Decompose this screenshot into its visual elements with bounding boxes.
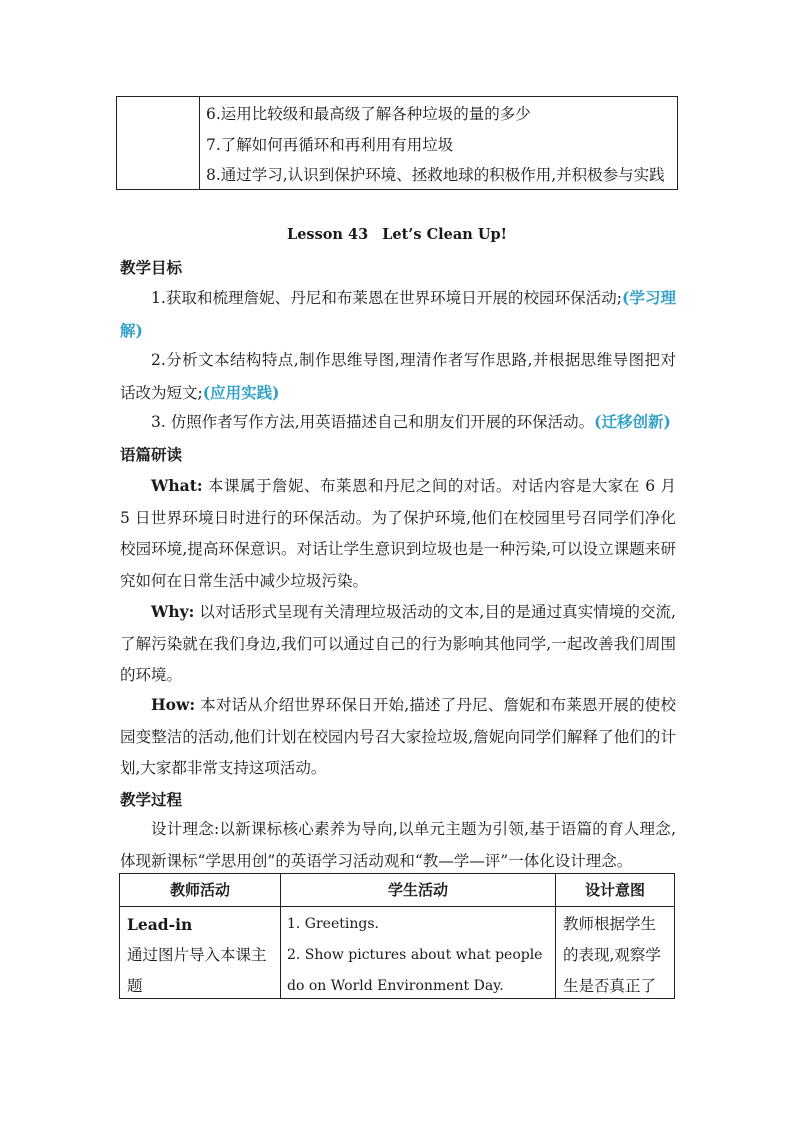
student-cell — [281, 907, 556, 999]
objective-tag: (学习理解) — [120, 288, 676, 340]
objective-tag: (迁移创新) — [594, 412, 671, 431]
how-text: 本对话从介绍世界环保日开始,描述了丹尼、詹妮和布莱恩开展的使校园变整洁的活动,他们计划在校园内号召大家捡垃圾,詹妮向同学们解释了他们的计划,大家都非常支持这项活动。 — [120, 696, 676, 777]
objectives-table-continued — [116, 96, 678, 190]
objectives-heading: 教学目标 — [120, 258, 183, 277]
objective-text: 1.获取和梳理詹妮、丹尼和布莱恩在世界环境日开展的校园环保活动; — [151, 289, 623, 307]
design-concept: 设计理念:以新课标核心素养为导向,以单元主题为引领,基于语篇的育人理念,体现新课标“学思用创”的英语学习活动观和“教—学—评”一体化设计理念。 — [120, 820, 676, 870]
objective-text: 3. 仿照作者写作方法,用英语描述自己和朋友们开展的环保活动。 — [151, 413, 595, 431]
how-paragraph — [120, 689, 676, 785]
text-study-heading: 语篇研读 — [120, 445, 183, 464]
header-intent: 设计意图 — [584, 881, 645, 899]
teacher-cell — [120, 907, 281, 999]
objective-item — [120, 406, 676, 439]
student-step: 2. Show pictures about what people do on World Environment Day. — [287, 947, 543, 994]
what-label: What: — [151, 476, 203, 495]
table-row — [120, 907, 674, 999]
lead-in-text: 通过图片导入本课主题 — [127, 946, 267, 995]
lesson-title — [0, 226, 794, 243]
objective-item — [120, 345, 676, 409]
what-paragraph — [120, 470, 676, 597]
intent-cell: 教师根据学生的表现,观察学生是否真正了 — [563, 915, 661, 995]
process-heading: 教学过程 — [120, 790, 183, 809]
objective-text: 2.分析文本结构特点,制作思维导图,理清作者写作思路,并根据思维导图把对话改为短文; — [120, 351, 676, 402]
teaching-process-table — [119, 873, 675, 999]
objective-tag: (应用实践) — [202, 382, 280, 402]
what-text: 本课属于詹妮、布莱恩和丹尼之间的对话。对话内容是大家在 6 月 5 日世界环境日时进行的环保活动。为了保护环境,他们在校园里号召同学们净化校园环境,提高环保意识。对话让学生意识到垃圾也是一种污染,可以设立课题来研究如何在日常生活中减少垃圾污染。 — [120, 477, 676, 590]
why-text: 以对话形式呈现有关清理垃圾活动的文本,目的是通过真实情境的交流,了解污染就在我们身边,我们可以通过自己的行为影响其他同学,一起改善我们周围的环境。 — [120, 603, 676, 684]
objective-item — [120, 282, 676, 347]
lesson-name: Let’s Clean Up! — [382, 226, 507, 243]
table-header-row — [120, 874, 674, 907]
table-item: 6.运用比较级和最高级了解各种垃圾的量的多少 — [206, 105, 531, 123]
how-label: How: — [151, 695, 196, 714]
lead-in-title: Lead-in — [127, 915, 193, 934]
header-teacher: 教师活动 — [120, 874, 281, 906]
table-items-cell — [200, 97, 677, 189]
table-empty-cell — [117, 97, 200, 189]
student-step: 1. Greetings. — [287, 916, 379, 932]
lesson-number: Lesson 43 — [287, 226, 369, 243]
table-item: 7.了解如何再循环和再利用有用垃圾 — [206, 135, 454, 154]
why-label: Why: — [151, 602, 195, 621]
header-student: 学生活动 — [281, 874, 556, 906]
why-paragraph — [120, 596, 676, 692]
table-item: 8.通过学习,认识到保护环境、拯救地球的积极作用,并积极参与实践 — [206, 166, 665, 184]
